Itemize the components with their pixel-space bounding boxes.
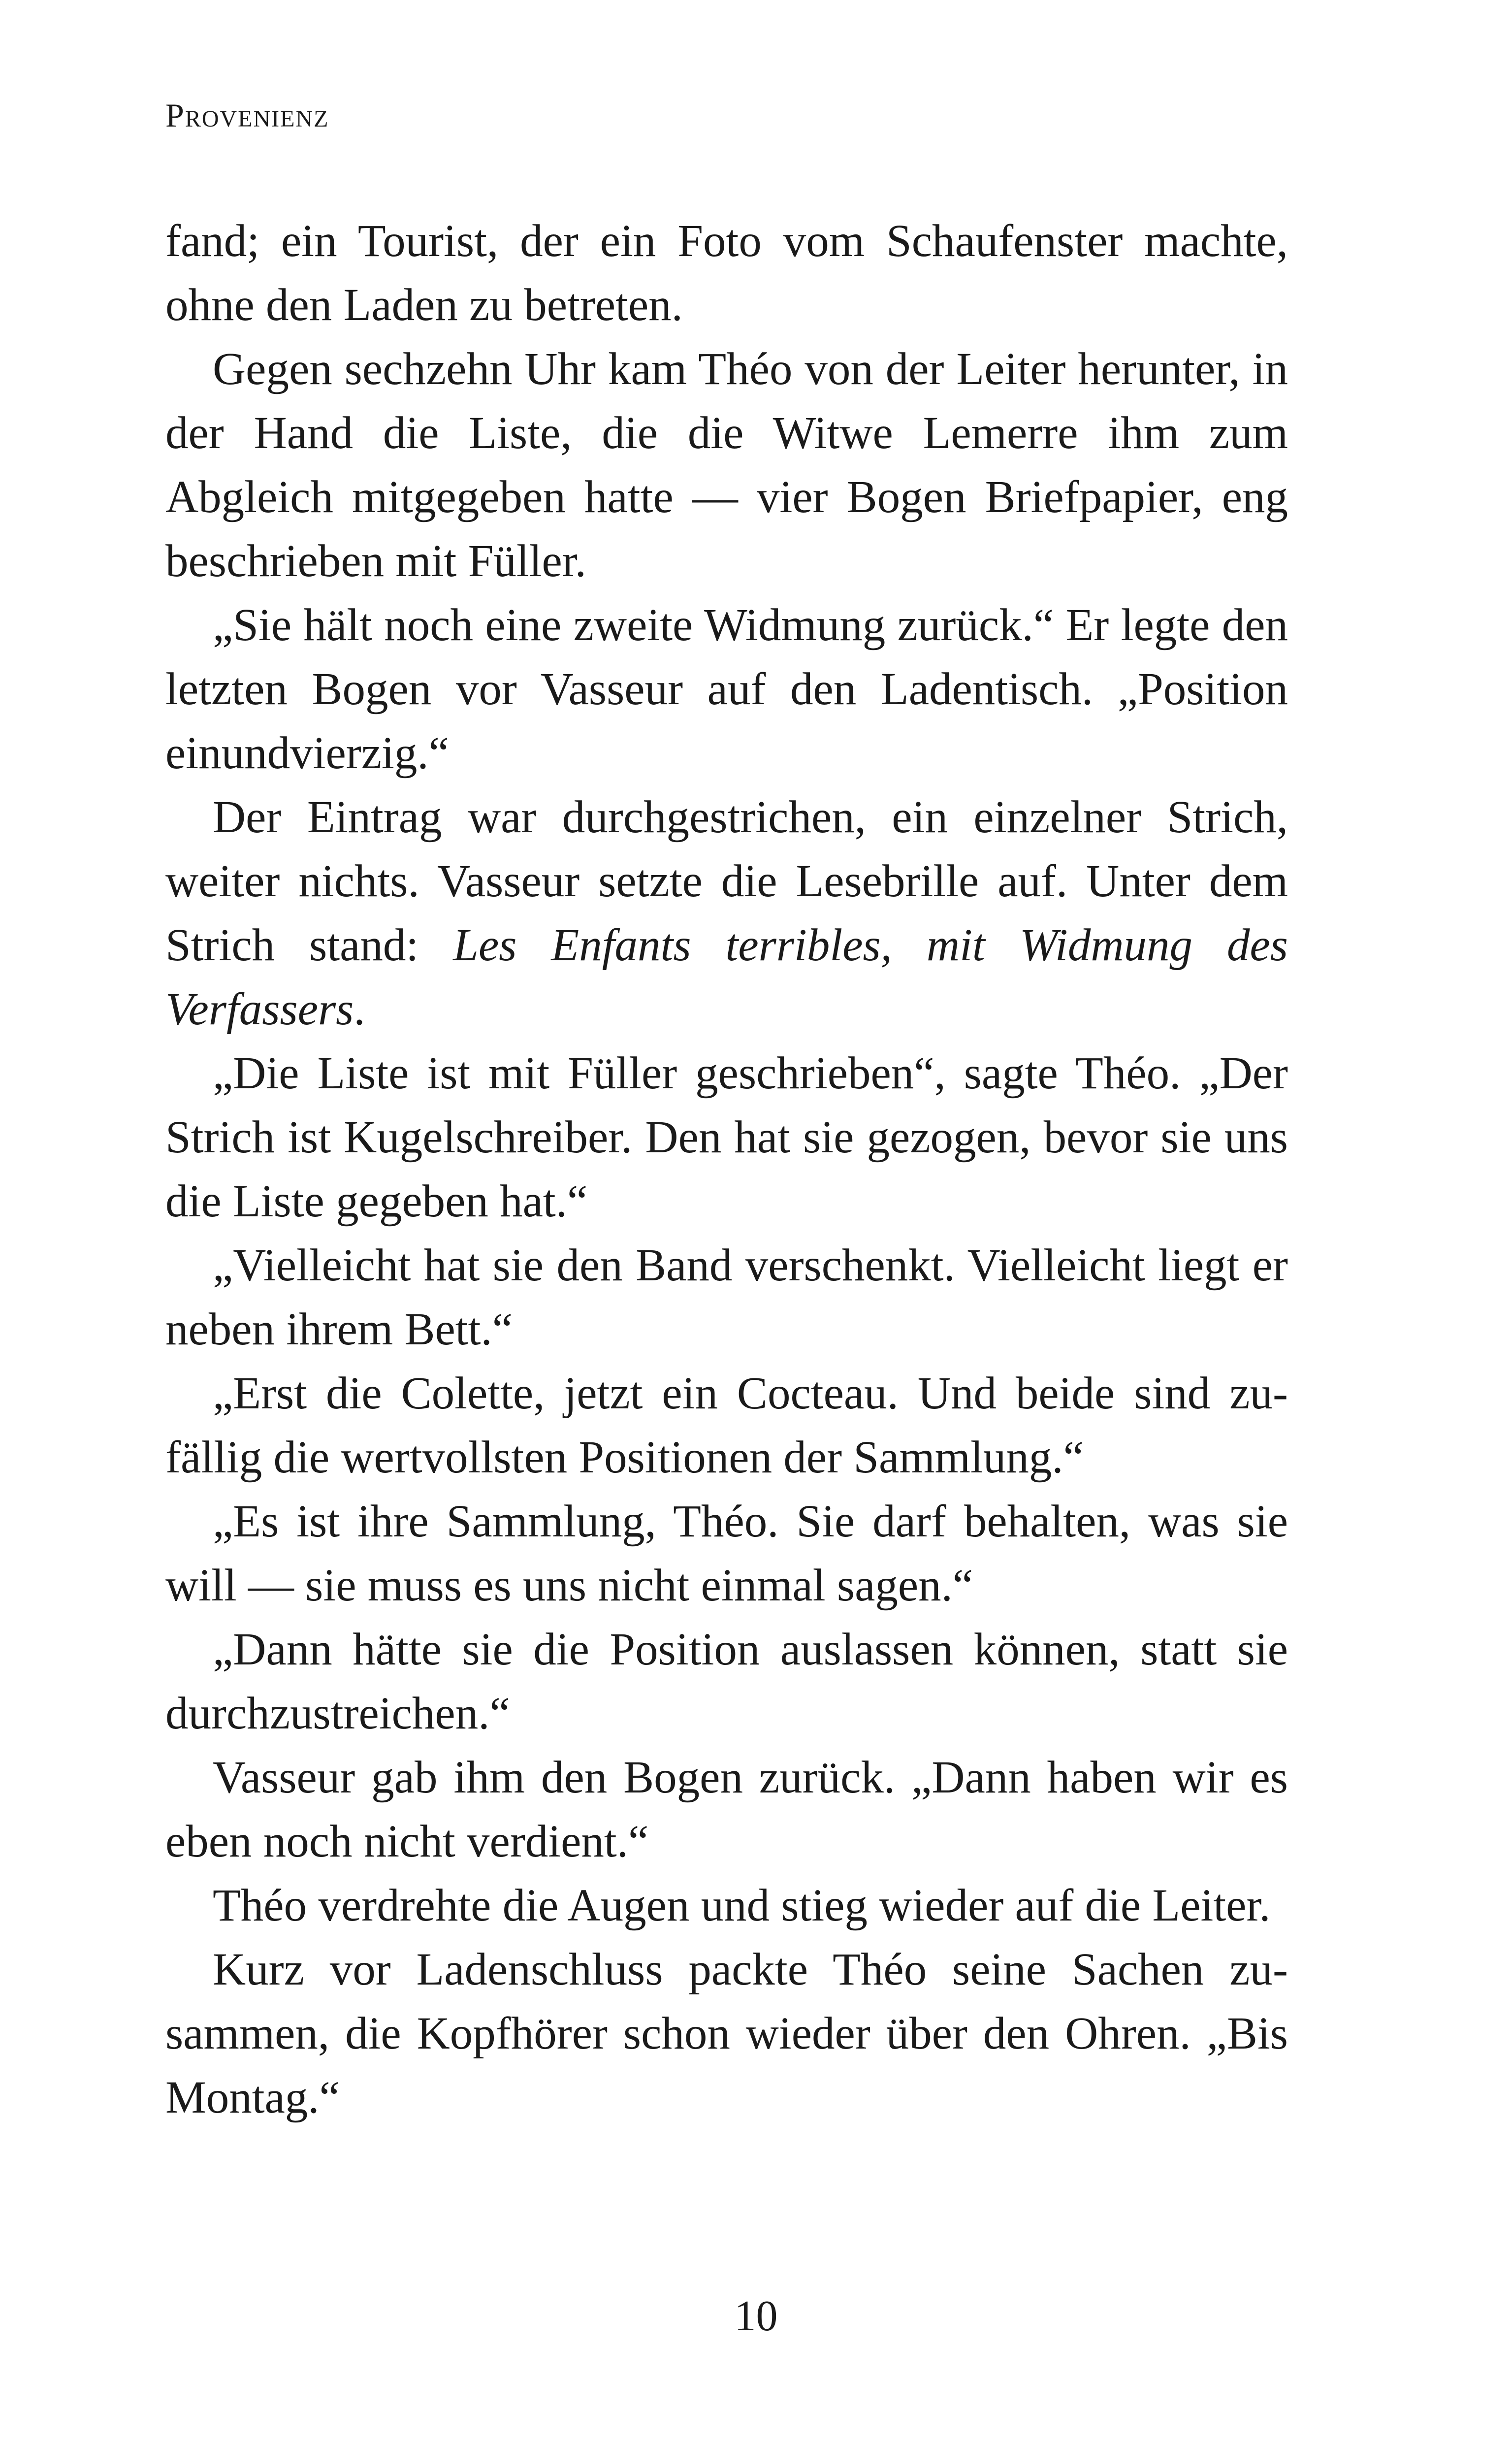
paragraph: „Es ist ihre Sammlung, Théo. Sie darf behalten, was sie will — sie muss es uns nicht einmal sagen.“ [165,1496,1288,1611]
paragraph: „Erst die Colette, jetzt ein Cocteau. Und beide sind zufällig die wertvollsten Positionen der Sammlung.“ [165,1368,1288,1483]
paragraph: „Die Liste ist mit Füller geschrieben“, sagte Théo. „Der Strich ist Kugelschreiber. Den hat sie gezogen, bevor sie uns die Liste gegeben hat.“ [165,1048,1288,1227]
paragraph: „Vielleicht hat sie den Band verschenkt. Vielleicht liegt er neben ihrem Bett.“ [165,1240,1288,1355]
paragraph-text: Der Eintrag war durchgestrichen, ein einzelner Strich, weiter nichts. Vasseur setzte die Lesebrille auf. Unter dem Strich stand: [165,792,1288,971]
page-number: 10 [734,2292,778,2340]
paragraph: Kurz vor Ladenschluss packte Théo seine Sachen zusammen, die Kopfhörer schon wieder über den Ohren. „Bis Montag.“ [165,1944,1288,2123]
paragraph: Vasseur gab ihm den Bogen zurück. „Dann haben wir es eben noch nicht verdient.“ [165,1752,1288,1867]
body-text [165,209,1288,2130]
paragraph: „Sie hält noch eine zweite Widmung zurück.“ Er legte den letzten Bogen vor Vasseur auf den Ladentisch. „Position einundvierzig.“ [165,600,1288,779]
book-title-italic: Les Enfants terribles, mit Widmung des Verfassers [165,920,1288,1035]
paragraph [165,785,1288,1042]
paragraph: Théo verdrehte die Augen und stieg wieder auf die Leiter. [213,1880,1271,1931]
paragraph: fand; ein Tourist, der ein Foto vom Schaufenster machte, ohne den Laden zu betreten. [165,216,1288,330]
paragraph: „Dann hätte sie die Position auslassen können, statt sie durchzustreichen.“ [165,1624,1288,1739]
paragraph-text: . [354,984,365,1035]
paragraph: Gegen sechzehn Uhr kam Théo von der Leiter herunter, in der Hand die Liste, die die Witwe Lemerre ihm zum Abgleich mitgegeben hatte — vier Bogen Briefpapier, eng beschrieben mit Füller. [165,344,1288,586]
running-head: Provenienz [165,97,329,134]
